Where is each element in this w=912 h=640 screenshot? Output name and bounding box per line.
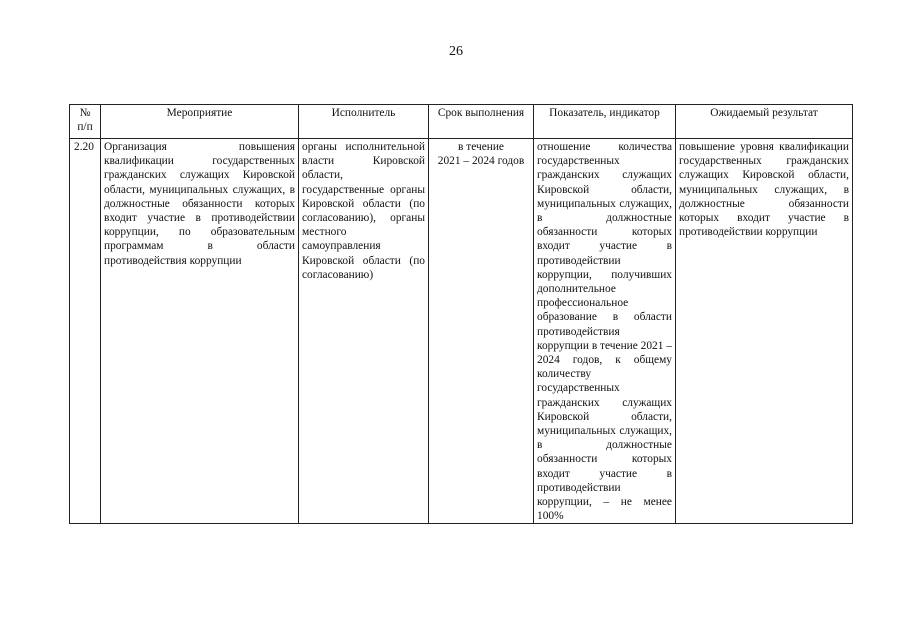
cell-indicator: отношение количества государственных гражданских служащих Кировской области, муниципальных служащих, в должностные обязанности которых входит участие в противодействии коррупции, получивших дополнительное профессиональное образование в области противодействия коррупции в течение 2021 – 2024 годов, к общему количеству государственных гражданских служащих Кировской области, муниципальных служащих, в должностные обязанности которых входит участие в противодействии коррупции, – не менее 100%	[534, 139, 676, 524]
header-indicator: Показатель, индикатор	[534, 105, 676, 139]
table-row	[70, 139, 853, 524]
header-deadline: Срок выполнения	[429, 105, 534, 139]
cell-result: повышение уровня квалификации государственных гражданских служащих Кировской области, муниципальных служащих, в должностные обязанности которых входит участие в противодействии коррупции	[676, 139, 853, 524]
measures-table	[69, 104, 853, 524]
header-num: № п/п	[70, 105, 101, 139]
cell-deadline: в течение 2021 – 2024 годов	[429, 139, 534, 524]
page-number: 26	[449, 44, 463, 59]
header-activity: Мероприятие	[101, 105, 299, 139]
table-header-row	[70, 105, 853, 139]
header-executor: Исполнитель	[299, 105, 429, 139]
header-result: Ожидаемый результат	[676, 105, 853, 139]
cell-num: 2.20	[70, 139, 101, 524]
cell-activity: Организация повышения квалификации государственных гражданских служащих Кировской области, муниципальных служащих, в должностные обязанности которых входит участие в противодействии коррупции, по образовательным программам в области противодействия коррупции	[101, 139, 299, 524]
cell-executor: органы исполнительной власти Кировской области, государственные органы Кировской области (по согласованию), органы местного самоуправления Кировской области (по согласованию)	[299, 139, 429, 524]
